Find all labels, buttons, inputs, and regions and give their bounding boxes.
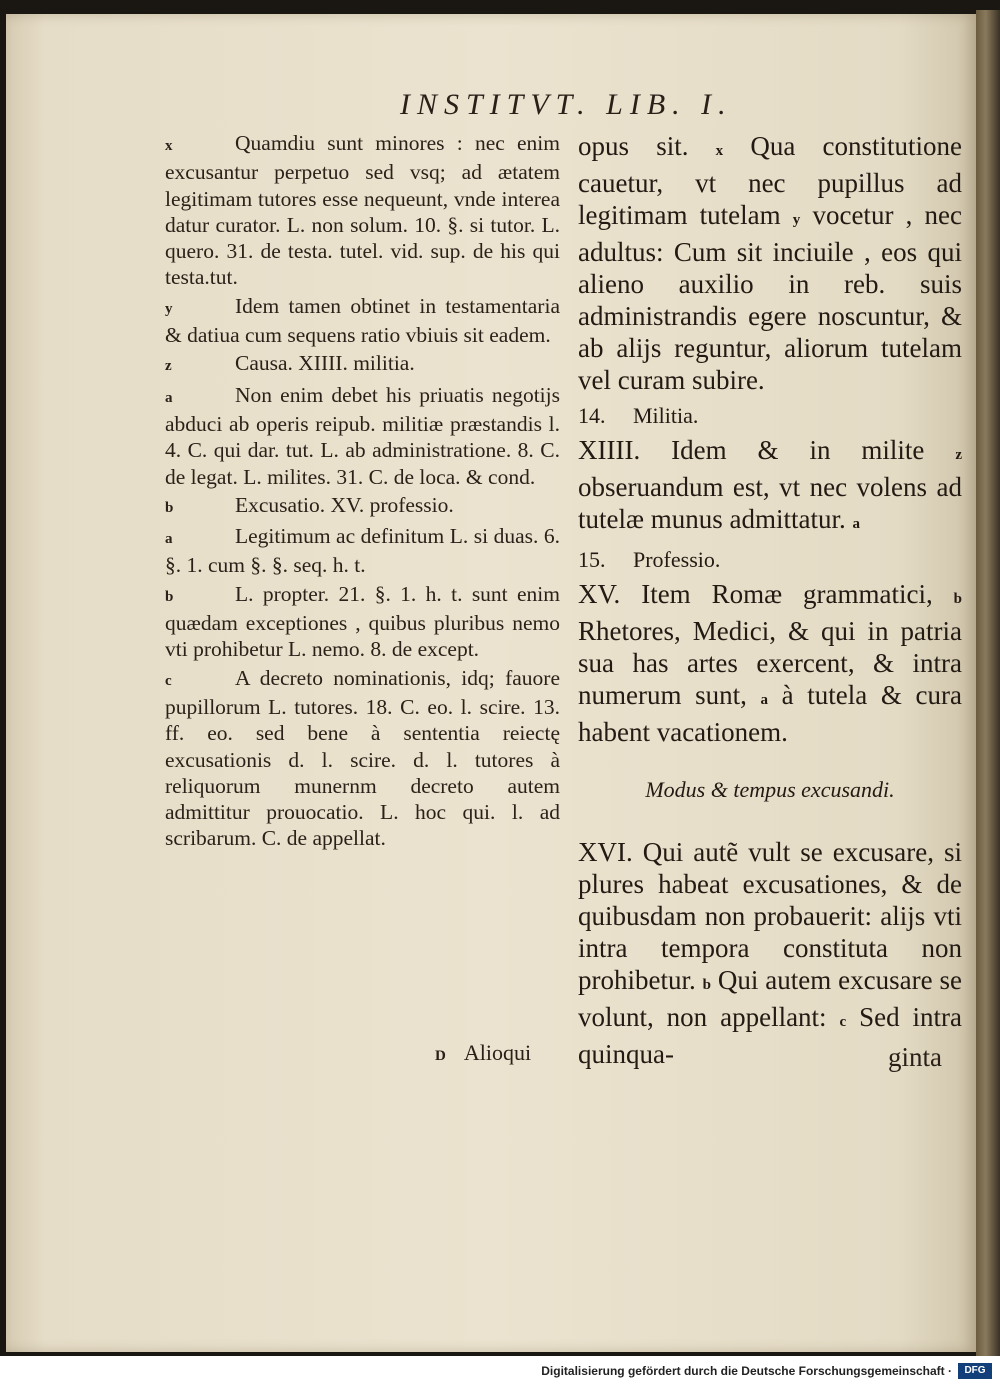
running-header: INSTITVT. LIB. I. (400, 88, 733, 121)
paragraph-number: XVI. (578, 837, 633, 867)
note-x (165, 130, 560, 291)
note-ref-marker: c (839, 1014, 847, 1030)
note-marker: z (165, 358, 172, 375)
main-paragraph-3 (578, 578, 962, 748)
section-heading: Modus & tempus excusandi. (645, 777, 895, 802)
note-b1 (165, 492, 560, 521)
note-text: A decreto nominationis, idq; fauore pupillorum L. tutores. 18. C. eo. l. scire. 13. ff. eo. sed bene à sententia reiectę excusationis d. l. scire. d. l. tutores à reliquorum munernm decreto autem admittitur prouocatio. L. hoc qui. l. ad scribarum. C. de appellat. (165, 665, 560, 851)
main-paragraph-2 (578, 434, 962, 540)
right-catchword: ginta (888, 1042, 942, 1072)
note-text: Non enim debet his priuatis negotijs abduci ab operis reipub. militiæ præstandis l. 4. C. qui dar. tut. L. ab administratione. 8. C. de legat. L. milites. 31. C. de loca. & cond. (165, 382, 560, 489)
note-ref-marker: a (852, 516, 860, 532)
note-ref-marker: a (760, 692, 769, 708)
left-catchword (435, 1040, 531, 1066)
section-label: Professio. (633, 547, 721, 572)
main-paragraph-4 (578, 836, 962, 1070)
note-b2 (165, 581, 560, 663)
note-marker: a (165, 389, 173, 406)
note-text: Causa. XIIII. militia. (235, 351, 415, 376)
note-text: Quamdiu sunt minores : nec enim excusantur perpetuo sed vsq; ad ætatem legitimam tutores esse nequeunt, vnde interea datur curator. L. non solum. 10. §. si tutor. L. quero. 31. de testa. tutel. vid. sup. de his qui testa.tut. (165, 131, 560, 290)
text-run: Qua constitutione cauetur, vt nec pupillus ad legitimam tutelam (578, 131, 962, 230)
note-marker: x (165, 138, 173, 154)
note-a2 (165, 523, 560, 579)
main-text-column (578, 130, 962, 1070)
footer-credit-text: Digitalisierung gefördert durch die Deutsche Forschungsgemeinschaft · (541, 1364, 952, 1378)
note-z (165, 350, 560, 379)
note-ref-marker: b (702, 977, 711, 993)
note-text: Legitimum ac definitum L. si duas. 6. §. 1. cum §. §. seq. h. t. (165, 524, 560, 578)
left-notes-column (165, 130, 560, 854)
text-run: à tutela & cura habent vacationem. (578, 680, 962, 747)
note-text: L. propter. 21. §. 1. h. t. sunt enim quædam exceptiones , quibus pluribus nemo vti prohibetur L. nemo. 8. de except. (165, 581, 560, 662)
note-y (165, 293, 560, 349)
section-number: 15. (578, 547, 606, 572)
text-run: vocetur , nec adultus: Cum sit inciuile , eos qui alieno auxilio in reb. suis administrandis egere noscuntur, & ab alijs reguntur, aliorum tutelam vel curam subire. (578, 200, 962, 395)
text-run: opus sit. (578, 131, 716, 161)
text-run: Idem & in milite (640, 435, 956, 465)
note-marker: b (165, 588, 174, 605)
section-number: 14. (578, 403, 606, 428)
note-c (165, 665, 560, 852)
book-spine-edge (976, 10, 1000, 1356)
note-ref-marker: z (955, 447, 962, 463)
paragraph-number: XIIII. (578, 435, 641, 465)
note-a1 (165, 382, 560, 490)
note-ref-marker: y (792, 212, 801, 228)
note-marker: y (165, 300, 173, 317)
digitization-footer (0, 1356, 1000, 1388)
catchword-text: Alioqui (463, 1040, 532, 1065)
text-run: Qui autẽ vult se excusare, si plures habeat excusationes, & de quibusdam non probauerit: alijs vti intra tempora constituta non prohibetur. (578, 837, 962, 995)
main-paragraph-1 (578, 130, 962, 396)
dfg-logo: DFG (958, 1363, 992, 1379)
note-text: Idem tamen obtinet in testamentaria & datiua cum sequens ratio vbiuis sit eadem. (165, 293, 560, 348)
note-marker: b (165, 499, 174, 516)
catchword-marker: D (435, 1048, 446, 1064)
note-marker: c (165, 672, 172, 689)
note-ref-marker: x (715, 143, 724, 159)
text-run: Qui autem excusare se volunt, non appellant: (578, 965, 962, 1032)
note-ref-marker: b (953, 591, 962, 607)
note-marker: a (165, 531, 173, 548)
text-run: Rhetores, Medici, & qui in patria sua has artes exercent, & intra numerum sunt, (578, 616, 962, 710)
section-label: Militia. (633, 403, 699, 428)
text-run: Sed intra quinqua- (578, 1002, 962, 1069)
text-run: Item Romæ grammatici, (620, 579, 954, 609)
section-label-14 (578, 402, 962, 430)
note-text: Excusatio. XV. professio. (235, 492, 454, 517)
section-label-15 (578, 546, 962, 574)
text-run: obseruandum est, vt nec volens ad tutelæ munus admittatur. (578, 472, 962, 534)
paragraph-number: XV. (578, 579, 621, 609)
